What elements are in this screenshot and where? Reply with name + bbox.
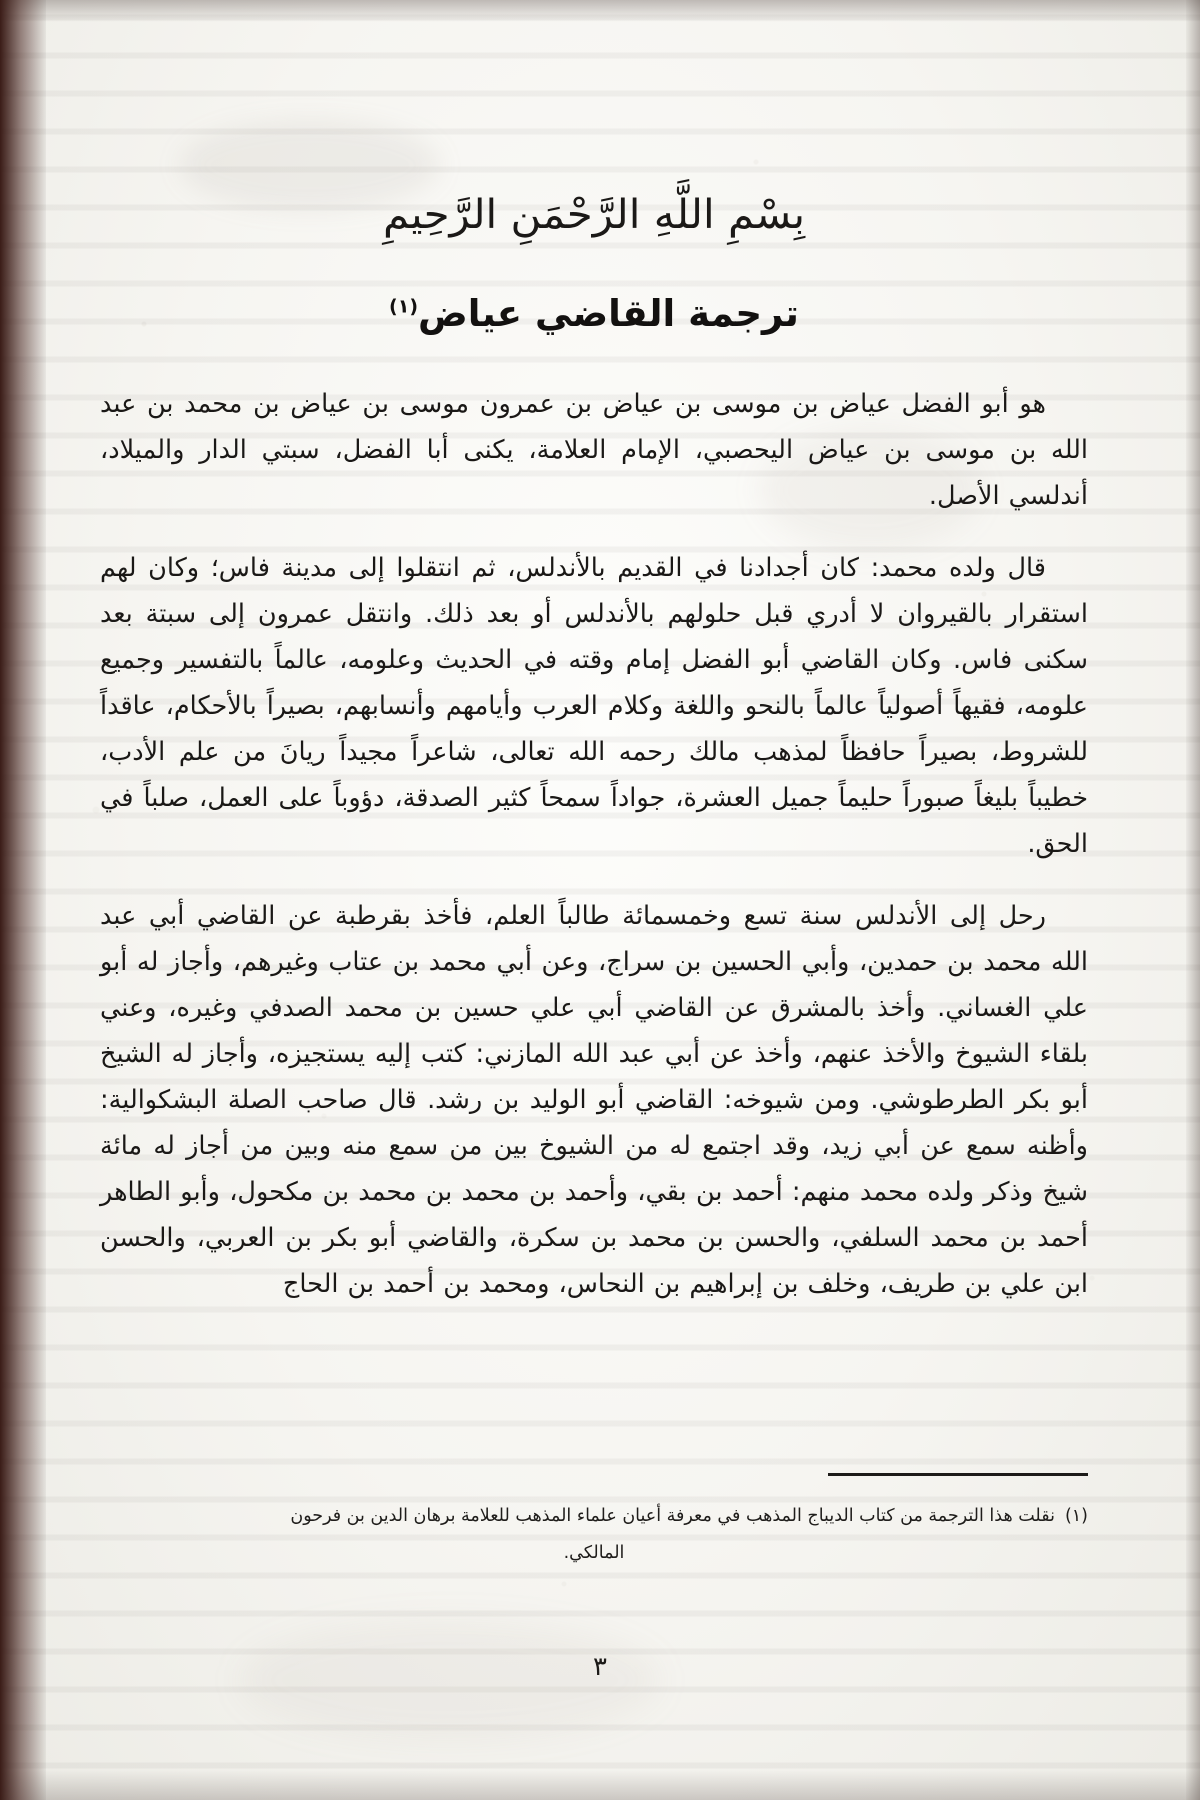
- footnote-text: نقلت هذا الترجمة من كتاب الديباج المذهب في معرفة أعيان علماء المذهب للعلامة برهان الدين بن فرحون: [290, 1506, 1055, 1526]
- page-outer-edge-shadow: [1186, 0, 1200, 1800]
- paragraph-origins: قال ولده محمد: كان أجدادنا في القديم بالأندلس، ثم انتقلوا إلى مدينة فاس؛ وكان لهم استقرار بالقيروان لا أدري قبل حلولهم بالأندلس أو بعد ذلك. وانتقل عمرون إلى سبتة بعد سكنى فاس. وكان القاضي أبو الفضل إمام وقته في الحديث وعلومه، عالماً بالتفسير وجميع علومه، فقيهاً أصولياً عالماً بالنحو واللغة وكلام العرب وأيامهم وأنسابهم، بصيراً بالأحكام، عاقداً للشروط، بصيراً حافظاً لمذهب مالك رحمه الله تعالى، شاعراً مجيداً ريانَ من علم الأدب، خطيباً بليغاً صبوراً حليماً جميل العشرة، جواداً سمحاً كثير الصدقة، دؤوباً على العمل، صلباً في الحق.: [100, 553, 1088, 859]
- footnote-continuation: المالكي.: [563, 1543, 625, 1563]
- body-text: [100, 381, 1088, 1307]
- footnote-body: [100, 1498, 1088, 1534]
- basmala-text: بِسْمِ اللَّهِ الرَّحْمَنِ الرَّحِيمِ: [382, 192, 806, 238]
- page-top-shadow: [0, 0, 1200, 22]
- title-footnote-marker: (١): [389, 295, 419, 318]
- footnote-section: [100, 1473, 1088, 1570]
- basmala-heading: [100, 192, 1088, 262]
- page-bottom-shadow: [0, 1770, 1200, 1800]
- page-number: ٣: [593, 1652, 607, 1682]
- footnote-separator-rule: [828, 1473, 1088, 1476]
- page-title: [100, 292, 1088, 335]
- binding-gutter-shadow: [0, 0, 46, 1800]
- paragraph-travels-and-teachers: رحل إلى الأندلس سنة تسع وخمسمائة طالباً العلم، فأخذ بقرطبة عن القاضي أبي عبد الله محمد بن حمدين، وأبي الحسين بن سراج، وعن أبي محمد بن عتاب وغيرهم، وأجاز له أبو علي الغساني. وأخذ بالمشرق عن القاضي أبي علي حسين بن محمد الصدفي وغيره، وعني بلقاء الشيوخ والأخذ عنهم، وأخذ عن أبي عبد الله المازني: كتب إليه يستجيزه، وأجاز له الشيخ أبو بكر الطرطوشي. ومن شيوخه: القاضي أبو الوليد بن رشد. قال صاحب الصلة البشكوالية: وأظنه سمع عن أبي زيد، وقد اجتمع له من الشيوخ بين من سمع منه وبين من أجاز له مائة شيخ وذكر ولده محمد منهم: أحمد بن بقي، وأحمد بن محمد بن محمد بن مكحول، وأبو الطاهر أحمد بن محمد السلفي، والحسن بن محمد بن سكرة، والقاضي أبو بكر بن العربي، والحسن ابن علي بن طريف، وخلف بن إبراهيم بن النحاس، ومحمد بن أحمد بن الحاج: [100, 901, 1088, 1299]
- footnote-marker: (١): [1064, 1506, 1088, 1526]
- paragraph-lineage: هو أبو الفضل عياض بن موسى بن عياض بن عمرون موسى بن عياض بن محمد بن عبد الله بن موسى بن عياض اليحصبي، الإمام العلامة، يكنى أبا الفضل، سبتي الدار والميلاد، أندلسي الأصل.: [100, 389, 1088, 511]
- page-title-text: ترجمة القاضي عياض: [418, 292, 799, 335]
